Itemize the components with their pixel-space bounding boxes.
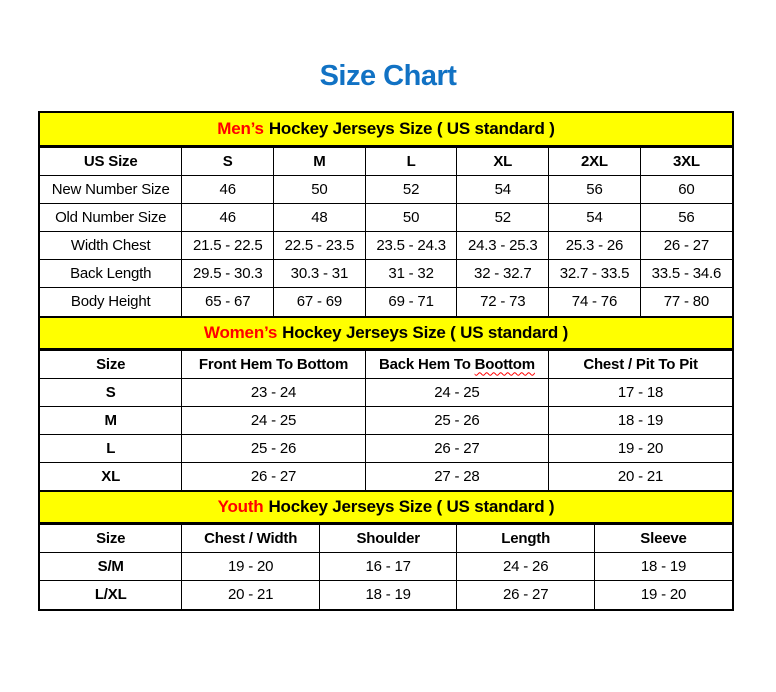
womens-size-table <box>40 350 732 491</box>
size-value-cell: 46 <box>182 176 274 204</box>
column-header: Front Hem To Bottom <box>182 350 365 378</box>
column-header: Sleeve <box>594 525 732 553</box>
row-label: S <box>40 378 182 406</box>
size-value-cell: 24 - 26 <box>457 553 595 581</box>
size-value-cell: 18 - 19 <box>319 581 457 609</box>
table-row <box>40 232 732 260</box>
table-row <box>40 434 732 462</box>
row-label: S/M <box>40 553 182 581</box>
size-value-cell: 21.5 - 22.5 <box>182 232 274 260</box>
size-chart-page <box>0 60 776 692</box>
size-value-cell: 33.5 - 34.6 <box>640 260 732 288</box>
section-title-band <box>40 316 732 350</box>
column-header: M <box>274 148 366 176</box>
row-label: Width Chest <box>40 232 182 260</box>
section-title-accent: Youth <box>217 497 264 516</box>
size-value-cell: 46 <box>182 204 274 232</box>
size-value-cell: 54 <box>457 176 549 204</box>
row-label: Body Height <box>40 288 182 316</box>
column-header: Shoulder <box>319 525 457 553</box>
size-value-cell: 24 - 25 <box>182 406 365 434</box>
size-value-cell: 17 - 18 <box>549 378 732 406</box>
size-value-cell: 72 - 73 <box>457 288 549 316</box>
size-value-cell: 32.7 - 33.5 <box>549 260 641 288</box>
section-mens <box>40 113 732 316</box>
column-header: Size <box>40 350 182 378</box>
table-row <box>40 288 732 316</box>
size-value-cell: 50 <box>365 204 457 232</box>
column-header: 3XL <box>640 148 732 176</box>
table-row <box>40 406 732 434</box>
column-header: 2XL <box>549 148 641 176</box>
size-value-cell: 26 - 27 <box>457 581 595 609</box>
size-value-cell: 52 <box>457 204 549 232</box>
page-title: Size Chart <box>319 60 457 92</box>
size-value-cell: 26 - 27 <box>640 232 732 260</box>
youth-size-table <box>40 524 732 609</box>
table-row <box>40 176 732 204</box>
size-value-cell: 26 - 27 <box>182 462 365 490</box>
size-value-cell: 32 - 32.7 <box>457 260 549 288</box>
size-value-cell: 56 <box>640 204 732 232</box>
misspelled-word: Boottom <box>474 355 535 373</box>
header-row <box>40 525 732 553</box>
size-value-cell: 23 - 24 <box>182 378 365 406</box>
section-title-text: Hockey Jerseys Size ( US standard ) <box>282 322 569 342</box>
size-chart <box>38 111 734 611</box>
section-title-band <box>40 490 732 524</box>
table-row <box>40 204 732 232</box>
size-value-cell: 23.5 - 24.3 <box>365 232 457 260</box>
size-value-cell: 50 <box>274 176 366 204</box>
column-header: US Size <box>40 148 182 176</box>
section-title-accent: Men’s <box>217 119 264 138</box>
table-row <box>40 378 732 406</box>
size-value-cell: 19 - 20 <box>594 581 732 609</box>
size-value-cell: 20 - 21 <box>549 462 732 490</box>
table-row <box>40 581 732 609</box>
size-value-cell: 69 - 71 <box>365 288 457 316</box>
size-value-cell: 77 - 80 <box>640 288 732 316</box>
header-row <box>40 148 732 176</box>
size-value-cell: 25 - 26 <box>365 406 548 434</box>
column-header-text: Back Hem To <box>378 355 475 373</box>
table-row <box>40 462 732 490</box>
row-label: New Number Size <box>40 176 182 204</box>
column-header <box>365 350 548 378</box>
size-value-cell: 54 <box>549 204 641 232</box>
row-label: Back Length <box>40 260 182 288</box>
section-title-accent: Women’s <box>203 322 278 342</box>
size-value-cell: 52 <box>365 176 457 204</box>
size-value-cell: 22.5 - 23.5 <box>274 232 366 260</box>
size-value-cell: 26 - 27 <box>365 434 548 462</box>
size-value-cell: 24 - 25 <box>365 378 548 406</box>
size-value-cell: 56 <box>549 176 641 204</box>
size-value-cell: 30.3 - 31 <box>274 260 366 288</box>
size-value-cell: 31 - 32 <box>365 260 457 288</box>
size-value-cell: 25 - 26 <box>182 434 365 462</box>
size-value-cell: 74 - 76 <box>549 288 641 316</box>
row-label: Old Number Size <box>40 204 182 232</box>
size-value-cell: 24.3 - 25.3 <box>457 232 549 260</box>
section-womens <box>40 316 732 491</box>
header-row <box>40 350 732 378</box>
row-label: M <box>40 406 182 434</box>
section-youth <box>40 490 732 609</box>
section-title-text: Hockey Jerseys Size ( US standard ) <box>268 497 555 516</box>
size-value-cell: 25.3 - 26 <box>549 232 641 260</box>
table-row <box>40 260 732 288</box>
column-header: XL <box>457 148 549 176</box>
size-value-cell: 20 - 21 <box>182 581 320 609</box>
size-value-cell: 60 <box>640 176 732 204</box>
size-value-cell: 27 - 28 <box>365 462 548 490</box>
size-value-cell: 67 - 69 <box>274 288 366 316</box>
size-value-cell: 18 - 19 <box>594 553 732 581</box>
size-value-cell: 29.5 - 30.3 <box>182 260 274 288</box>
mens-size-table <box>40 147 732 316</box>
row-label: XL <box>40 462 182 490</box>
column-header: Chest / Pit To Pit <box>549 350 732 378</box>
column-header: S <box>182 148 274 176</box>
column-header: L <box>365 148 457 176</box>
size-value-cell: 19 - 20 <box>182 553 320 581</box>
size-value-cell: 18 - 19 <box>549 406 732 434</box>
size-value-cell: 16 - 17 <box>319 553 457 581</box>
row-label: L/XL <box>40 581 182 609</box>
column-header: Chest / Width <box>182 525 320 553</box>
table-row <box>40 553 732 581</box>
section-title-text: Hockey Jerseys Size ( US standard ) <box>268 119 555 138</box>
size-value-cell: 48 <box>274 204 366 232</box>
column-header: Size <box>40 525 182 553</box>
section-title-band <box>40 113 732 147</box>
size-value-cell: 65 - 67 <box>182 288 274 316</box>
size-value-cell: 19 - 20 <box>549 434 732 462</box>
column-header: Length <box>457 525 595 553</box>
row-label: L <box>40 434 182 462</box>
